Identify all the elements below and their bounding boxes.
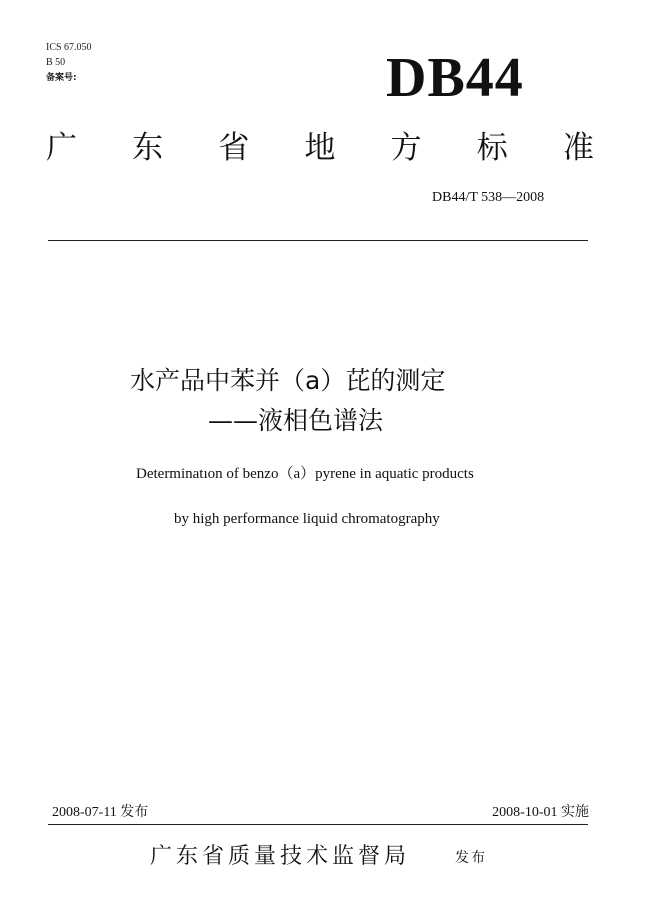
- standard-type-char: 方: [390, 130, 422, 166]
- title-chinese-line-2: ——液相色谱法: [208, 406, 384, 435]
- classification-code: B 50: [46, 57, 66, 68]
- standard-type-char: 准: [562, 130, 594, 166]
- standard-type-char: 广: [46, 130, 77, 166]
- top-divider: [48, 240, 588, 241]
- registration-label: 备案号:: [46, 73, 77, 83]
- issuing-authority: 广东省质量技术监督局: [150, 844, 411, 869]
- bottom-divider: [48, 824, 588, 825]
- issuer-suffix: 发布: [455, 850, 487, 866]
- title-english-line-2: by high performance liquid chromatography: [174, 511, 440, 527]
- title-chinese-line-1: 水产品中苯并（a）芘的测定: [130, 366, 446, 395]
- standard-number: DB44/T 538—2008: [432, 190, 545, 205]
- implementation-date: 2008-10-01 实施: [492, 805, 589, 820]
- standard-type-char: 省: [218, 130, 250, 166]
- ics-code: ICS 67.050: [46, 42, 92, 53]
- issue-date: 2008-07-11 发布: [52, 805, 149, 820]
- standard-type-char: 标: [476, 130, 508, 166]
- standard-code-logo: DB44: [386, 47, 524, 109]
- standard-type-char: 地: [304, 130, 336, 166]
- title-english-line-1: Determinatıon of benzo（a）pyrene in aquatic products: [136, 466, 474, 482]
- standard-type-heading: [46, 128, 594, 168]
- standard-type-char: 东: [132, 130, 164, 166]
